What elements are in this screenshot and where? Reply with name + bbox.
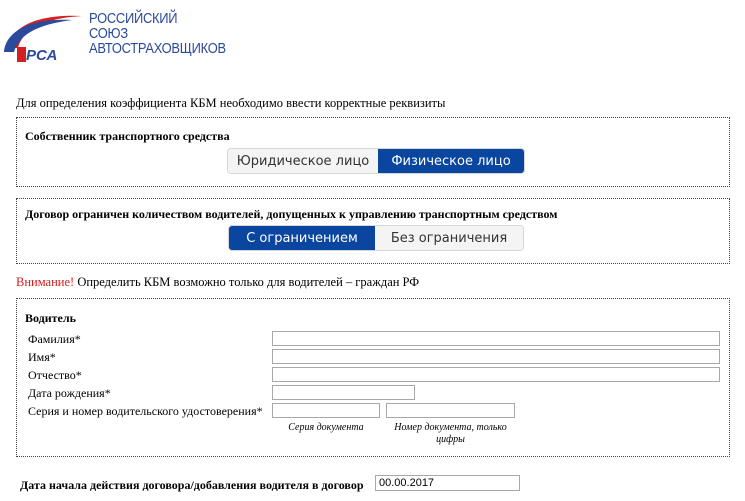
license-label: Серия и номер водительского удостоверения* [28,404,263,418]
patronymic-label: Отчество* [28,368,82,382]
license-series-input[interactable] [272,403,380,418]
without-limit-button[interactable]: Без ограничения [375,226,523,250]
warning-text: Определить КБМ возможно только для водителей – граждан РФ [74,275,420,289]
drivers-limit-toggle [228,225,524,251]
first-name-input[interactable] [272,349,720,364]
license-number-input[interactable] [386,403,515,418]
driver-section [16,298,730,457]
logo-text [89,11,226,56]
warning-label: Внимание! [16,275,75,289]
driver-title: Водитель [25,311,76,325]
patronymic-input[interactable] [272,367,720,382]
license-number-hint: Номер документа, только цифры [394,422,507,445]
warning-message [16,275,419,290]
owner-legal-entity-button[interactable]: Юридическое лицо [228,149,378,173]
birth-date-input[interactable] [272,385,415,400]
logo-line-3: АВТОСТРАХОВЩИКОВ [89,40,226,57]
logo-line-1: РОССИЙСКИЙ [89,10,178,27]
with-limit-button[interactable]: С ограничением [229,226,375,250]
logo-red-block [17,47,26,62]
intro-text: Для определения коэффициента КБМ необходимо ввести корректные реквизиты [16,96,446,110]
birth-date-label: Дата рождения* [28,386,111,400]
drivers-limit-title: Договор ограничен количеством водителей, допущенных к управлению транспортным средством [25,207,558,221]
owner-title: Собственник транспортного средства [25,129,230,143]
last-name-input[interactable] [272,331,720,346]
owner-toggle [227,148,525,174]
owner-section [16,117,730,187]
logo-emblem-text: РСА [26,47,58,62]
last-name-label: Фамилия* [28,332,81,346]
license-series-hint: Серия документа [288,422,364,433]
contract-start-date-input[interactable] [375,475,520,491]
drivers-limit-section [16,198,730,264]
rsa-logo[interactable] [2,10,92,62]
first-name-label: Имя* [28,350,56,364]
logo-line-2: СОЮЗ [89,25,128,42]
contract-start-label: Дата начала действия договора/добавления водителя в договор [20,478,364,492]
owner-individual-button[interactable]: Физическое лицо [378,149,524,173]
